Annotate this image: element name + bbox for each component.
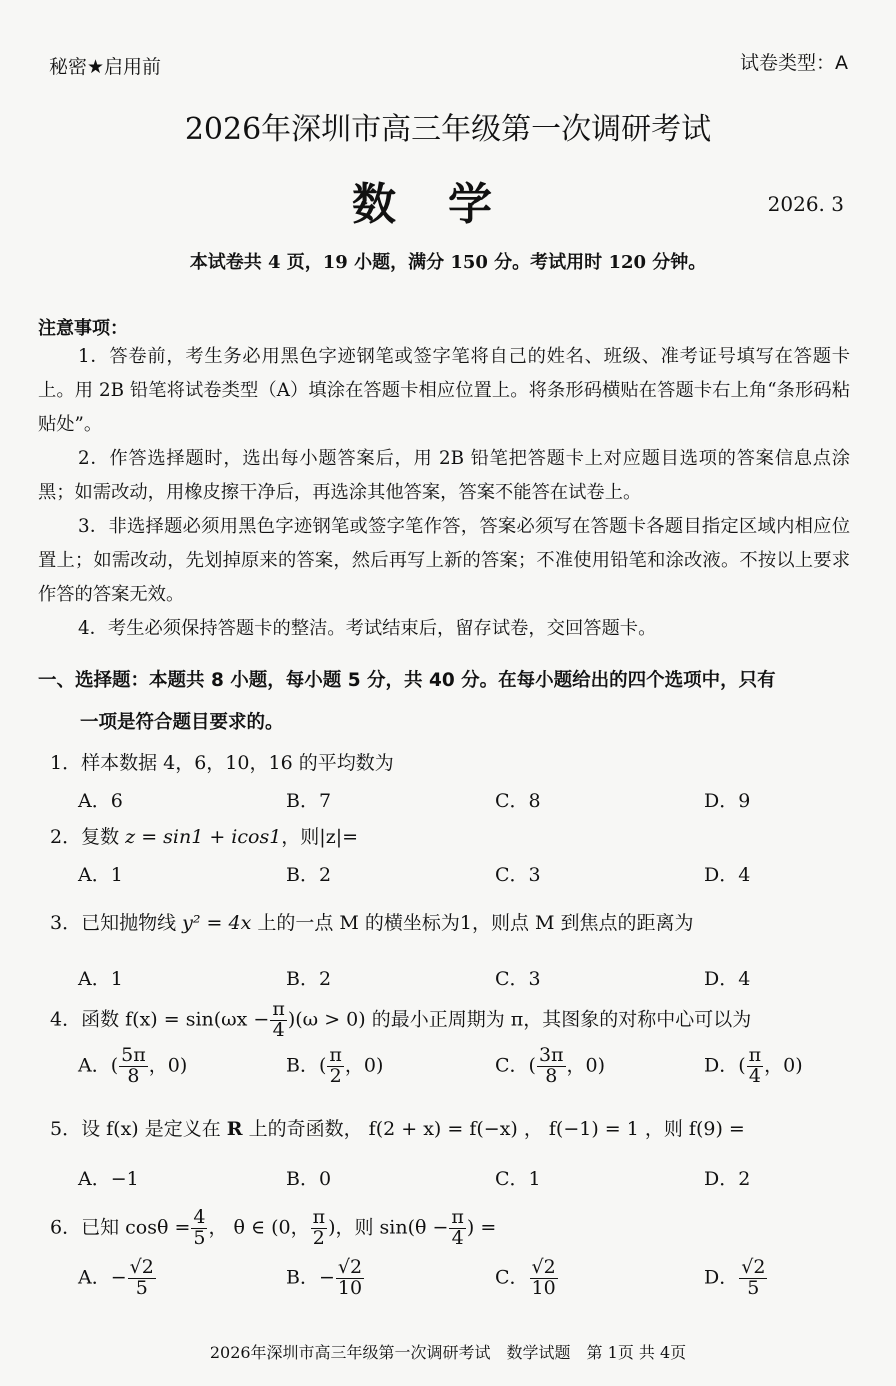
fraction-numerator: √2 — [741, 1256, 766, 1278]
option-b: B．0 — [286, 1168, 332, 1190]
fraction — [270, 1000, 287, 1041]
fraction — [739, 1258, 767, 1299]
fraction — [530, 1258, 558, 1299]
option-b: B．2 — [286, 968, 332, 990]
question-1 — [50, 748, 394, 775]
paren-open: ( — [528, 1054, 536, 1077]
option-d — [704, 1258, 768, 1299]
option-c: C．3 — [495, 864, 541, 886]
question-number: 4． — [50, 1008, 82, 1031]
paren-close: ，0) — [764, 1054, 803, 1077]
paren-close: ，0) — [566, 1054, 606, 1077]
paren-close: ，0) — [148, 1054, 188, 1077]
fraction — [311, 1208, 328, 1249]
option-c: C．3 — [495, 968, 541, 990]
section-heading-line1: 一、选择题：本题共 8 小题，每小题 5 分，共 40 分。在每小题给出的四个选项中，只有 — [38, 670, 776, 691]
option-letter: B． — [286, 1266, 319, 1289]
fraction-denominator: 2 — [329, 1064, 342, 1087]
notes-list — [38, 340, 850, 646]
fraction-numerator: π — [272, 998, 285, 1020]
fraction — [327, 1046, 344, 1087]
question-text-bold: R — [226, 1118, 243, 1140]
fraction-numerator: 5π — [121, 1044, 146, 1066]
option-b — [286, 1046, 383, 1087]
option-letter: A． — [78, 1266, 111, 1289]
question-text-mid: ， θ ∈ (0， — [208, 1216, 310, 1239]
question-expression: z = sin1 + icos1 — [125, 826, 282, 848]
option-c: C．8 — [495, 790, 541, 812]
fraction-numerator: π — [329, 1044, 342, 1066]
fraction-denominator: 5 — [747, 1276, 760, 1299]
fraction-denominator: 5 — [193, 1226, 206, 1249]
question-2 — [50, 822, 358, 849]
question-text-post: ，则|z|= — [281, 826, 359, 848]
option-b: B．2 — [286, 864, 332, 886]
confidential-label: 秘密★启用前 — [49, 56, 162, 78]
exam-title: 2026年深圳市高三年级第一次调研考试 — [184, 112, 712, 147]
fraction — [449, 1208, 466, 1249]
paren-open: ( — [110, 1054, 119, 1077]
question-5 — [50, 1114, 745, 1141]
option-letter: A． — [78, 1054, 111, 1077]
paren-close: ，0) — [344, 1054, 384, 1077]
paren-open: ( — [738, 1054, 746, 1077]
fraction — [537, 1046, 566, 1087]
option-letter: D． — [704, 1266, 739, 1289]
option-letter: C． — [495, 1266, 529, 1289]
fraction-numerator: π — [748, 1044, 762, 1066]
option-sign: − — [318, 1266, 335, 1289]
question-number: 2． — [50, 826, 82, 848]
fraction-denominator: 2 — [312, 1226, 325, 1249]
section-heading — [38, 660, 853, 744]
option-a — [78, 1046, 187, 1087]
fraction-denominator: 10 — [337, 1276, 363, 1299]
paper-type-label: 试卷类型：A — [740, 52, 848, 74]
option-b — [286, 1258, 365, 1299]
fraction-numerator: 3π — [538, 1044, 564, 1066]
fraction-numerator: π — [312, 1206, 326, 1228]
fraction-numerator: √2 — [531, 1256, 556, 1278]
fraction-numerator: 4 — [193, 1206, 206, 1228]
option-c: C．1 — [495, 1168, 541, 1190]
option-c — [495, 1046, 605, 1087]
option-c — [495, 1258, 559, 1299]
page-footer: 2026年深圳市高三年级第一次调研考试 数学试题 第 1页 共 4页 — [209, 1343, 687, 1362]
option-d — [704, 1046, 803, 1087]
option-d: D．2 — [704, 1168, 751, 1190]
question-text-b: 上的奇函数， f(2 + x) = f(−x) ， f(−1) = 1 ，则 f(9) = — [242, 1118, 745, 1140]
note-item-3: 3．非选择题必须用黑色字迹钢笔或签字笔作答，答案必须写在答题卡各题目指定区域内相应位置上；如需改动，先划掉原来的答案，然后再写上新的答案；不准使用铅笔和涂改液。不按以上要求作答的答案无效。 — [38, 516, 850, 605]
option-b: B．7 — [286, 790, 332, 812]
note-item-2: 2．作答选择题时，选出每小题答案后，用 2B 铅笔把答题卡上对应题目选项的答案信息点涂黑；如需改动，用橡皮擦干净后，再选涂其他答案，答案不能答在试卷上。 — [38, 448, 850, 503]
fraction-denominator: 8 — [127, 1064, 140, 1087]
exam-info: 本试卷共 4 页，19 小题，满分 150 分。考试用时 120 分钟。 — [189, 252, 707, 273]
note-item-4: 4．考生必须保持答题卡的整洁。考试结束后，留存试卷，交回答题卡。 — [78, 618, 657, 639]
question-text: 样本数据 4，6，10，16 的平均数为 — [81, 752, 394, 774]
question-text-mid2: )，则 sin(θ − — [328, 1216, 449, 1239]
fraction — [191, 1208, 207, 1249]
fraction-denominator: 4 — [748, 1064, 761, 1087]
fraction — [747, 1046, 764, 1087]
section-heading-line2: 一项是符合题目要求的。 — [80, 712, 284, 733]
option-letter: B． — [286, 1054, 319, 1077]
option-sign: − — [110, 1266, 127, 1289]
question-number: 1． — [50, 752, 82, 774]
option-d: D．4 — [704, 968, 751, 990]
exam-date: 2026. 3 — [767, 192, 844, 216]
option-a: A．1 — [78, 968, 123, 990]
fraction — [128, 1258, 156, 1299]
question-text-post: ) = — [466, 1216, 497, 1239]
fraction-denominator: 4 — [272, 1018, 285, 1041]
option-letter: D． — [704, 1054, 739, 1077]
fraction-denominator: 5 — [135, 1276, 148, 1299]
option-letter: C． — [495, 1054, 529, 1077]
question-text-a: 设 f(x) 是定义在 — [81, 1118, 227, 1140]
question-expression: y² = 4x — [182, 912, 252, 934]
subject-title: 数学 — [352, 179, 544, 230]
fraction-denominator: 8 — [545, 1064, 558, 1087]
option-a: A．−1 — [78, 1168, 139, 1190]
question-text-pre: 函数 f(x) = sin(ωx − — [81, 1008, 270, 1031]
fraction-numerator: √2 — [337, 1256, 363, 1278]
question-number: 5． — [50, 1118, 82, 1140]
question-4 — [50, 1000, 751, 1041]
option-a — [78, 1258, 157, 1299]
question-number: 6． — [50, 1216, 82, 1239]
option-d: D．4 — [704, 864, 751, 886]
option-a: A．1 — [78, 864, 123, 886]
fraction-numerator: π — [451, 1206, 464, 1228]
option-a: A．6 — [78, 790, 123, 812]
question-text-pre: 已知抛物线 — [81, 912, 183, 934]
question-3 — [50, 908, 694, 935]
fraction-denominator: 10 — [531, 1276, 556, 1299]
notes-heading: 注意事项： — [38, 318, 128, 339]
option-d: D．9 — [704, 790, 751, 812]
paren-open: ( — [318, 1054, 327, 1077]
fraction-denominator: 4 — [451, 1226, 464, 1249]
question-number: 3． — [50, 912, 82, 934]
fraction — [119, 1046, 148, 1087]
note-item-1: 1．答卷前，考生务必用黑色字迹钢笔或签字笔将自己的姓名、班级、准考证号填写在答题卡上。用 2B 铅笔将试卷类型（A）填涂在答题卡相应位置上。将条形码横贴在答题卡右上角“条形码粘贴处”。 — [38, 346, 850, 435]
fraction — [336, 1258, 364, 1299]
question-text-pre: 已知 cosθ = — [81, 1216, 191, 1239]
question-text-mid: 上的一点 M 的横坐标为1，则点 M 到焦点的距离为 — [251, 912, 694, 934]
question-6 — [50, 1208, 496, 1249]
fraction-numerator: √2 — [129, 1256, 154, 1278]
question-text-post: )(ω > 0) 的最小正周期为 π，其图象的对称中心可以为 — [287, 1008, 752, 1031]
question-text-pre: 复数 — [81, 826, 126, 848]
